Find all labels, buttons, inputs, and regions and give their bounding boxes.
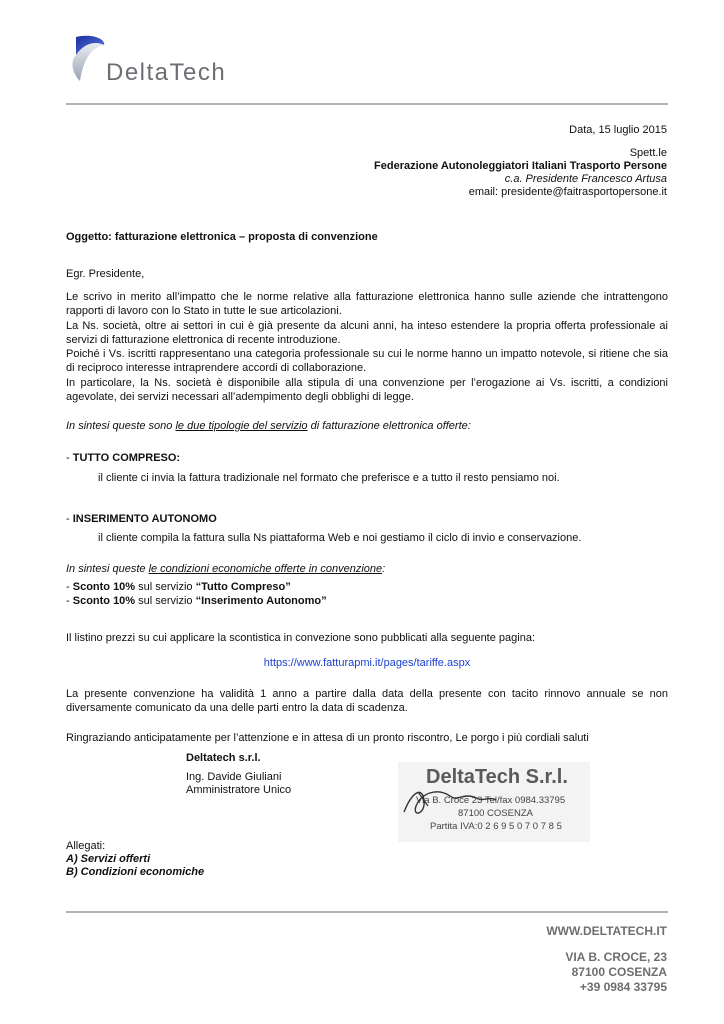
conditions-intro — [66, 563, 385, 575]
conditions-intro-underlined: le condizioni economiche offerte in convenzione — [148, 563, 383, 575]
signature-name: Ing. Davide Giuliani — [186, 771, 282, 783]
attachment-item: B) Condizioni economiche — [66, 866, 205, 878]
greeting: Egr. Presidente, — [66, 268, 145, 280]
footer-divider — [66, 911, 668, 913]
footer-city: 87100 COSENZA — [571, 965, 667, 979]
discount-item: - Sconto 10% sul servizio “Tutto Compreso” — [66, 581, 291, 593]
service-description: il cliente compila la fattura sulla Ns piattaforma Web e noi gestiamo il ciclo di invio e conservazione. — [98, 532, 582, 544]
discount-middle: sul servizio — [135, 581, 196, 593]
body-paragraph: In particolare, la Ns. società è disponibile alla stipula di una convenzione per l’erogazione ai Vs. iscritti, a condizioni agevolate, dei servizi necessari all’adempimento degli obblighi di legge. — [66, 377, 668, 403]
discount-service: “Tutto Compreso” — [195, 581, 291, 593]
service-item: - INSERIMENTO AUTONOMO — [66, 513, 217, 525]
subject-line: Oggetto: fatturazione elettronica – proposta di convenzione — [66, 231, 378, 243]
deltatech-logo-icon — [66, 35, 108, 83]
stamp-city: 87100 COSENZA — [458, 808, 533, 819]
discount-amount: Sconto 10% — [72, 581, 136, 593]
stamp-vat: Partita IVA:0 2 6 9 5 0 7 0 7 8 5 — [430, 821, 562, 832]
services-intro-underlined: le due tipologie del servizio — [175, 420, 308, 432]
letter-date: Data, 15 luglio 2015 — [569, 124, 667, 136]
body-paragraph: Poiché i Vs. iscritti rappresentano una categoria professionale su cui le norme hanno un impatto notevole, si ritiene che sia di reciproco interesse intraprendere accordi di collaborazione. — [66, 348, 668, 374]
attachment-item: A) Servizi offerti — [66, 853, 151, 865]
conditions-intro-prefix: In sintesi queste — [66, 563, 149, 575]
discount-item: - Sconto 10% sul servizio “Inserimento Autonomo” — [66, 595, 327, 607]
closing-line: Ringraziando anticipatamente per l’attenzione e in attesa di un pronto riscontro, Le porgo i più cordiali saluti — [66, 732, 589, 744]
body-paragraph: Le scrivo in merito all’impatto che le norme relative alla fatturazione elettronica hanno sulle aziende che intrattengono rapporti di lavoro con lo Stato in tutte le sue articolazioni. — [66, 291, 668, 317]
services-intro — [66, 420, 471, 432]
recipient-attention: c.a. Presidente Francesco Artusa — [504, 173, 667, 185]
recipient-email: email: presidente@faitrasportopersone.it — [468, 186, 667, 198]
conditions-intro-suffix: : — [382, 563, 386, 575]
service-title: TUTTO COMPRESO: — [72, 452, 181, 464]
footer-website[interactable]: WWW.DELTATECH.IT — [546, 924, 667, 938]
services-intro-suffix: di fatturazione elettronica offerte: — [307, 420, 471, 432]
attachments-label: Allegati: — [66, 840, 106, 852]
discount-middle: sul servizio — [135, 595, 196, 607]
service-description: il cliente ci invia la fattura tradizionale nel formato che preferisce e a tutto il resto pensiamo noi. — [98, 472, 560, 484]
signature-role: Amministratore Unico — [186, 784, 292, 796]
service-item: - TUTTO COMPRESO: — [66, 452, 181, 464]
service-title: INSERIMENTO AUTONOMO — [72, 513, 217, 525]
header-divider — [66, 103, 668, 105]
recipient-salutation: Spett.le — [629, 147, 667, 159]
company-stamp — [398, 762, 590, 842]
stamp-address: Via B. Croce 23 Tel/fax 0984.33795 — [416, 795, 566, 806]
discount-amount: Sconto 10% — [72, 595, 136, 607]
brand-logo-text: DeltaTech — [106, 59, 227, 86]
services-intro-prefix: In sintesi queste sono — [66, 420, 176, 432]
stamp-title: DeltaTech S.r.l. — [426, 766, 568, 788]
handwritten-signature-icon — [398, 762, 590, 842]
footer-phone: +39 0984 33795 — [579, 980, 667, 994]
body-paragraph: La Ns. società, oltre ai settori in cui è già presente da alcuni anni, ha inteso estendere la propria offerta professionale ai servizi di fatturazione elettronica di recente introduzione. — [66, 320, 668, 346]
price-list-link[interactable]: https://www.fatturapmi.it/pages/tariffe.aspx — [263, 657, 471, 669]
validity-paragraph: La presente convenzione ha validità 1 anno a partire dalla data della presente con tacito rinnovo annuale se non diversamente comunicato da una delle parti entro la data di scadenza. — [66, 688, 668, 714]
recipient-organization: Federazione Autonoleggiatori Italiani Trasporto Persone — [374, 160, 667, 172]
signature-company: Deltatech s.r.l. — [186, 752, 261, 764]
footer-address: VIA B. CROCE, 23 — [565, 950, 667, 964]
discount-service: “Inserimento Autonomo” — [195, 595, 327, 607]
price-list-text: Il listino prezzi su cui applicare la scontistica in convezione sono pubblicati alla seguente pagina: — [66, 632, 535, 644]
